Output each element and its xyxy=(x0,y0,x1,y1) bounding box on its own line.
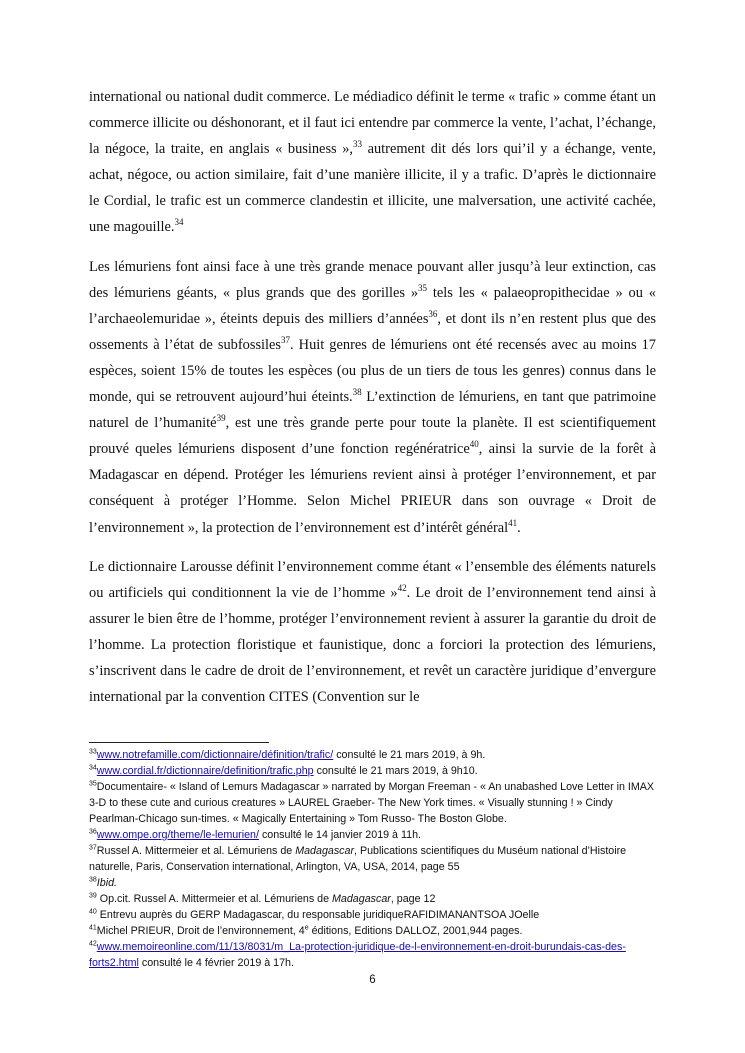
footnote xyxy=(89,939,664,971)
italic-text: Ibid. xyxy=(96,877,117,889)
footnote-ref: 35 xyxy=(89,780,97,788)
text-run: . xyxy=(517,519,521,536)
text-run: Les lémuriens font ainsi face à une très grande menace pouvant aller jusqu’à leur extinction, cas des lémuriens géants, « plus grands que des gorilles » xyxy=(89,258,656,301)
footnote-ref: 42 xyxy=(89,940,97,948)
text-run: Michel PRIEUR, Droit de l’environnement, 4 xyxy=(96,925,305,937)
text-run: consulté le 21 mars 2019, à 9h. xyxy=(333,749,486,761)
text-run: Le dictionnaire Larousse définit l’environnement comme étant « l’ensemble des éléments naturels ou artificiels qui conditionnent la vie de l’homme » xyxy=(89,558,656,601)
text-run: , ainsi la survie de la forêt à Madagascar en dépend. Protéger les lémuriens revient ainsi à protéger l’environnement, et par conséquent à protéger l’Homme. Selon Michel PRIEUR dans son ouvrage « Droit de l’environnement », la protection de l’environnement est d’intérêt général xyxy=(89,441,656,536)
footnote xyxy=(89,763,664,779)
footnote xyxy=(89,875,664,891)
footnote-separator xyxy=(89,742,269,743)
footnote-ref: 37 xyxy=(89,844,97,852)
text-run: consulté le 21 mars 2019, à 9h10. xyxy=(313,765,478,777)
footnote-link[interactable]: www.memoireonline.com/11/13/8031/m_La-protection-juridique-de-l-environnement-en-droit-burundais-cas-des-forts2.html xyxy=(89,941,626,969)
footnote xyxy=(89,779,664,827)
footnote-ref: 41 xyxy=(89,924,97,932)
footnote-ref: 38 xyxy=(352,387,362,398)
footnote xyxy=(89,747,664,763)
text-run: Russel A. Mittermeier et al. Lémuriens de xyxy=(96,845,296,857)
text-run: tels les « palaeopropithecidae » ou « l’archaeolemuridae », éteints depuis des milliers d’années xyxy=(89,284,656,327)
text-run: international ou national dudit commerce. Le médiadico définit le terme « trafic » comme étant un commerce illicite ou déshonorant, et il faut ici entendre par commerce la vente, l’achat, l’échange, la négoce, la traite, en anglais « business », xyxy=(89,89,656,158)
text-run: consulté le 4 février 2019 à 17h. xyxy=(138,957,294,969)
paragraph xyxy=(89,554,656,711)
footnotes xyxy=(89,747,664,971)
italic-text: Madagascar xyxy=(332,893,391,905)
footnote-ref: 40 xyxy=(89,908,97,916)
footnote-ref: 34 xyxy=(89,764,97,772)
text-run: éditions, Editions DALLOZ, 2001,944 pages. xyxy=(308,925,523,937)
footnote-ref: 36 xyxy=(89,828,97,836)
footnote-ref: 33 xyxy=(89,748,97,756)
footnote-ref: 39 xyxy=(216,413,226,424)
text-run: , et dont ils n’en restent plus que des ossements à l’état de subfossiles xyxy=(89,310,656,353)
paragraph xyxy=(89,254,656,541)
footnote-link[interactable]: www.ompe.org/theme/le-lemurien/ xyxy=(96,829,259,841)
text-run: L’extinction de lémuriens, en tant que patrimoine naturel de l’humanité xyxy=(89,389,657,432)
footnote-ref: 33 xyxy=(353,139,363,150)
text-run: consulté le 14 janvier 2019 à 11h. xyxy=(258,829,421,841)
text-run: autrement dit dés lors qui’il y a échange, vente, achat, négoce, ou action similaire, fait d’une manière illicite, il y a trafic. D’après le dictionnaire le Cordial, le trafic est un commerce clandestin et illicite, une malversation, une activité cachée, une magouille. xyxy=(89,141,656,236)
body-text xyxy=(89,84,656,723)
text-run: Documentaire- « Island of Lemurs Madagascar » narrated by Morgan Freeman - « An unabashed Love Letter in IMAX 3-D to these cute and curious creatures » LAUREL Graeber- The New York times. « Visually stunning ! » Cindy Pearlman-Chicago sun-times. « Magically Entertaining » Tom Russo- The Boston Globe. xyxy=(89,781,655,825)
footnote xyxy=(89,843,664,875)
footnote xyxy=(89,891,664,907)
text-run: Op.cit. Russel A. Mittermeier et al. Lémuriens de xyxy=(96,893,333,905)
footnote-link[interactable]: www.notrefamille.com/dictionnaire/définition/trafic/ xyxy=(96,749,334,761)
paragraph xyxy=(89,84,656,241)
text-run: , Publications scientifiques du Muséum national d’Histoire naturelle, Paris, Conservation international, Arlington, VA, USA, 2014, page 55 xyxy=(89,845,627,873)
footnote-ref: 34 xyxy=(174,217,184,228)
italic-text: Madagascar xyxy=(295,845,355,857)
text-run: , est une très grande perte pour toute la planète. Il est scientifiquement prouvé queles lémuriens disposent d’une fonction regénératrice xyxy=(89,415,657,458)
footnote-ref: 36 xyxy=(428,308,438,319)
footnote-ref: 42 xyxy=(397,582,407,593)
footnote-ref: 39 xyxy=(89,892,97,900)
footnote-ref: 35 xyxy=(418,282,428,293)
footnote-link[interactable]: www.cordial.fr/dictionnaire/definition/trafic.php xyxy=(96,765,314,777)
footnote-ref: e xyxy=(304,924,309,932)
text-run: . Le droit de l’environnement tend ainsi à assurer le bien être de l’homme, protéger l’environnement revient à assurer la garantie du droit de l’homme. La protection floristique et faunistique, donc a forciori la protection des lémuriens, s’inscrivent dans le cadre de droit de l’environnement, et revêt un caractère juridique d’envergure international par la convention CITES (Convention sur le xyxy=(89,584,657,706)
text-run: Entrevu auprès du GERP Madagascar, du responsable juridiqueRAFIDIMANANTSOA JOelle xyxy=(96,909,540,921)
footnote xyxy=(89,923,664,939)
footnote xyxy=(89,907,664,923)
footnote-ref: 37 xyxy=(281,335,291,346)
text-run: . Huit genres de lémuriens ont été recensés avec au moins 17 espèces, soient 15% de toutes les espèces (ou plus de un tiers de tous les genres) connus dans le monde, qui se retrouvent aujourd’hui éteints. xyxy=(89,336,656,406)
text-run: , page 12 xyxy=(390,893,436,905)
footnote-ref: 41 xyxy=(508,517,518,528)
page-number: 6 xyxy=(369,974,376,986)
footnote-ref: 38 xyxy=(89,876,97,884)
footnote-ref: 40 xyxy=(469,439,479,450)
footnote xyxy=(89,827,664,843)
